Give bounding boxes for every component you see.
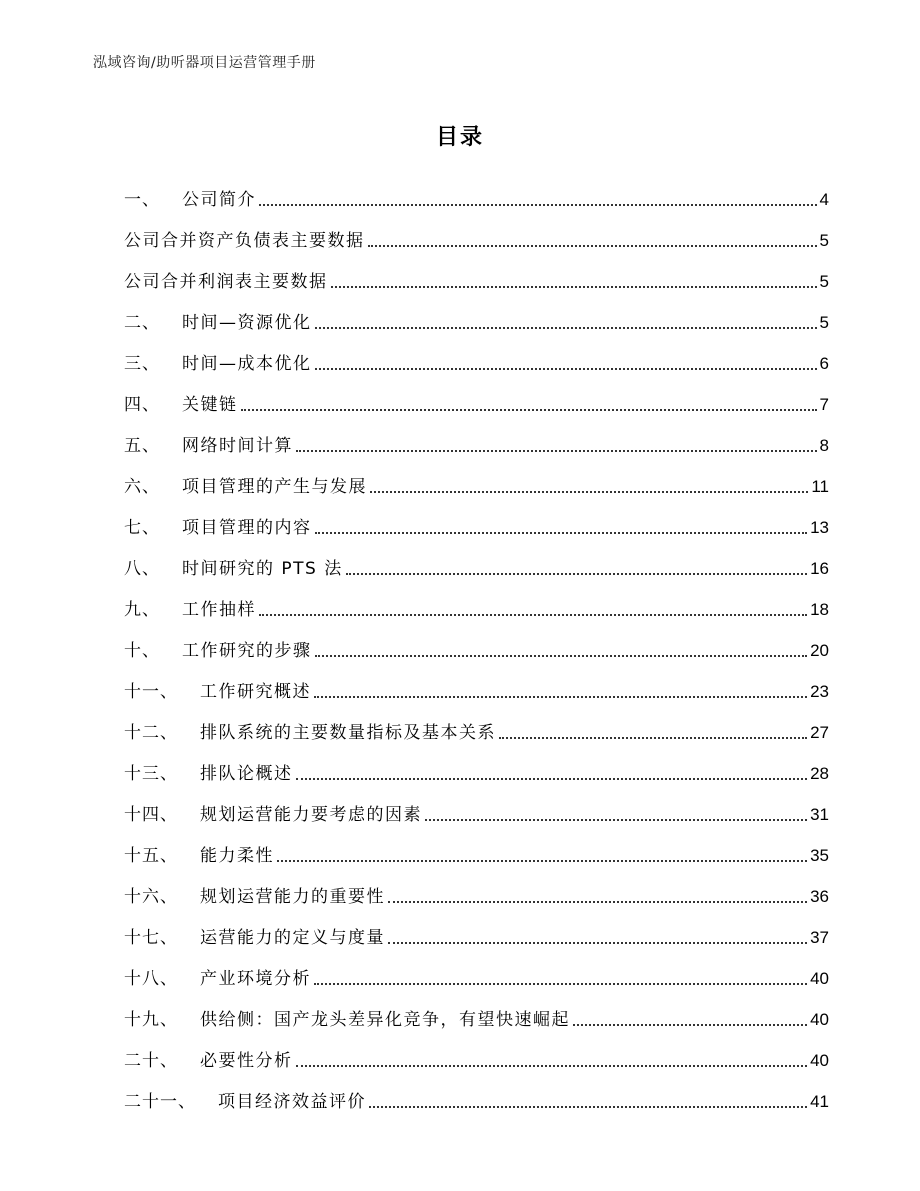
toc-entry-number: 八、 [124, 559, 160, 579]
toc-entry-number: 七、 [124, 518, 160, 538]
table-of-contents [124, 169, 829, 1112]
toc-dot-leader [315, 368, 817, 370]
toc-title: 目录 [435, 125, 484, 150]
toc-dot-leader [573, 1024, 807, 1026]
toc-entry-page-number: 40 [810, 1010, 829, 1029]
toc-dot-leader [241, 409, 817, 411]
toc-entry-title: 关键链 [182, 395, 238, 415]
toc-entry-page-number: 37 [810, 928, 829, 947]
toc-entry-page-number: 18 [810, 600, 829, 619]
toc-entry-page-number: 20 [810, 641, 829, 660]
toc-entry-page-number: 31 [810, 805, 829, 824]
toc-dot-leader [346, 573, 807, 575]
toc-entry-number: 二、 [124, 313, 160, 333]
toc-entry-title: 工作抽样 [182, 600, 256, 620]
toc-entry[interactable] [124, 1071, 829, 1112]
header-divider [93, 76, 827, 77]
page-header: 泓域咨询/助听器项目运营管理手册 [93, 55, 316, 71]
toc-entry-page-number: 8 [819, 436, 829, 455]
toc-entry-page-number: 41 [810, 1092, 829, 1111]
toc-entry[interactable] [124, 497, 829, 538]
toc-entry-page-number: 6 [819, 354, 829, 373]
toc-entry-title: 公司合并利润表主要数据 [124, 272, 328, 292]
toc-entry-title: 能力柔性 [200, 846, 274, 866]
toc-entry-title: 项目经济效益评价 [218, 1092, 366, 1112]
toc-dot-leader [425, 819, 807, 821]
toc-entry-number: 四、 [124, 395, 160, 415]
toc-entry-title: 项目管理的产生与发展 [182, 477, 367, 497]
toc-entry-title: 网络时间计算 [182, 436, 293, 456]
toc-entry-page-number: 5 [819, 313, 829, 332]
toc-entry[interactable] [124, 333, 829, 374]
toc-entry-title: 工作研究概述 [200, 682, 311, 702]
toc-entry-title: 工作研究的步骤 [182, 641, 312, 661]
toc-entry-page-number: 16 [810, 559, 829, 578]
toc-entry-title: 必要性分析 [200, 1051, 293, 1071]
toc-entry-number: 十二、 [124, 723, 178, 743]
toc-dot-leader [370, 491, 808, 493]
toc-entry-title: 公司合并资产负债表主要数据 [124, 231, 365, 251]
toc-entry-page-number: 7 [819, 395, 829, 414]
toc-dot-leader [315, 327, 817, 329]
toc-entry[interactable] [124, 784, 829, 825]
toc-entry-page-number: 5 [819, 272, 829, 291]
toc-entry[interactable] [124, 702, 829, 743]
toc-entry[interactable] [124, 620, 829, 661]
toc-dot-leader [296, 450, 817, 452]
toc-entry-number: 十一、 [124, 682, 178, 702]
toc-entry-number: 二十一、 [124, 1092, 196, 1112]
toc-dot-leader [315, 655, 808, 657]
toc-entry-page-number: 40 [810, 1051, 829, 1070]
toc-dot-leader [277, 860, 807, 862]
toc-entry-title: 排队系统的主要数量指标及基本关系 [200, 723, 496, 743]
toc-entry[interactable] [124, 374, 829, 415]
toc-dot-leader [369, 1106, 807, 1108]
toc-entry-title: 供给侧：国产龙头差异化竞争，有望快速崛起 [200, 1010, 570, 1030]
toc-entry[interactable] [124, 661, 829, 702]
toc-entry-number: 十五、 [124, 846, 178, 866]
toc-entry-number: 六、 [124, 477, 160, 497]
toc-entry-number: 十、 [124, 641, 160, 661]
toc-entry-number: 十九、 [124, 1010, 178, 1030]
toc-dot-leader [315, 532, 808, 534]
toc-entry[interactable] [124, 456, 829, 497]
toc-dot-leader [296, 778, 808, 780]
toc-entry[interactable] [124, 251, 829, 292]
toc-entry[interactable] [124, 825, 829, 866]
toc-dot-leader [259, 614, 807, 616]
toc-entry-number: 五、 [124, 436, 160, 456]
toc-dot-leader [259, 204, 817, 206]
toc-entry[interactable] [124, 169, 829, 210]
toc-entry[interactable] [124, 743, 829, 784]
toc-entry-title: 产业环境分析 [200, 969, 311, 989]
toc-entry[interactable] [124, 292, 829, 333]
toc-entry-page-number: 11 [811, 477, 829, 496]
toc-dot-leader [499, 737, 807, 739]
toc-entry-title: 规划运营能力要考虑的因素 [200, 805, 422, 825]
toc-dot-leader [331, 286, 817, 288]
toc-entry-title: 时间研究的 PTS 法 [182, 559, 343, 579]
toc-entry-page-number: 23 [810, 682, 829, 701]
toc-entry-title: 项目管理的内容 [182, 518, 312, 538]
toc-entry-page-number: 28 [810, 764, 829, 783]
toc-entry-number: 十八、 [124, 969, 178, 989]
toc-entry-number: 三、 [124, 354, 160, 374]
toc-entry-title: 时间—成本优化 [182, 354, 312, 374]
toc-entry-number: 十七、 [124, 928, 178, 948]
toc-entry-number: 九、 [124, 600, 160, 620]
toc-entry-title: 时间—资源优化 [182, 313, 312, 333]
toc-dot-leader [314, 696, 807, 698]
toc-entry-page-number: 13 [810, 518, 829, 537]
toc-entry[interactable] [124, 579, 829, 620]
toc-entry-page-number: 27 [810, 723, 829, 742]
toc-entry-page-number: 4 [819, 190, 829, 209]
toc-dot-leader [368, 245, 817, 247]
toc-entry[interactable] [124, 210, 829, 251]
toc-entry[interactable] [124, 538, 829, 579]
toc-entry[interactable] [124, 948, 829, 989]
toc-entry-title: 规划运营能力的重要性 [200, 887, 385, 907]
toc-entry-page-number: 36 [810, 887, 829, 906]
toc-entry-page-number: 5 [819, 231, 829, 250]
toc-entry[interactable] [124, 1030, 829, 1071]
toc-entry-number: 二十、 [124, 1051, 178, 1071]
toc-entry-number: 一、 [124, 190, 160, 210]
toc-entry[interactable] [124, 415, 829, 456]
toc-entry-number: 十六、 [124, 887, 178, 907]
toc-dot-leader [388, 901, 807, 903]
toc-entry-page-number: 35 [810, 846, 829, 865]
toc-entry[interactable] [124, 866, 829, 907]
toc-entry-title: 排队论概述 [200, 764, 293, 784]
toc-dot-leader [388, 942, 807, 944]
toc-entry-title: 公司简介 [182, 190, 256, 210]
toc-entry-number: 十三、 [124, 764, 178, 784]
toc-dot-leader [296, 1065, 808, 1067]
toc-entry[interactable] [124, 907, 829, 948]
toc-entry-number: 十四、 [124, 805, 178, 825]
toc-entry[interactable] [124, 989, 829, 1030]
toc-entry-page-number: 40 [810, 969, 829, 988]
toc-dot-leader [314, 983, 807, 985]
toc-entry-title: 运营能力的定义与度量 [200, 928, 385, 948]
